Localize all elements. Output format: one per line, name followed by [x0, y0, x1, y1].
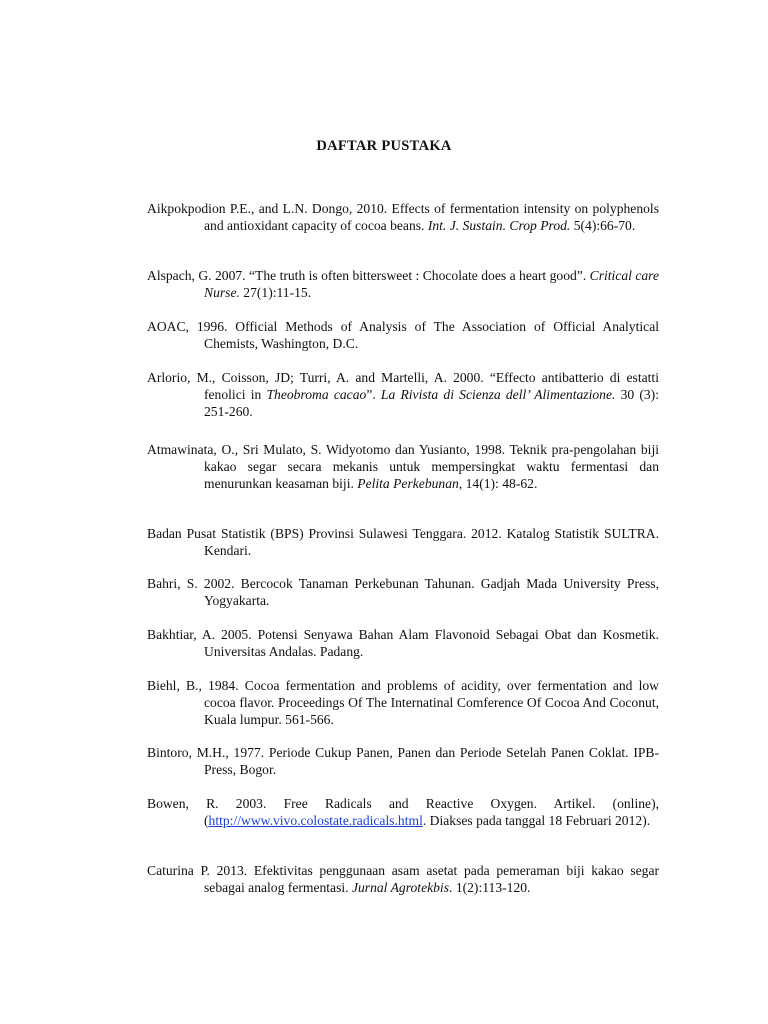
- reference-entry-alspach: [147, 267, 659, 301]
- reference-text: Biehl, B., 1984. Cocoa fermentation and problems of acidity, over fermentation and low cocoa flavor. Proceedings Of The Internatinal Comference Of Cocoa And Coconut, Kuala lumpur. 561-566.: [147, 678, 659, 727]
- reference-text: ”.: [366, 387, 381, 402]
- reference-url-link[interactable]: http://www.vivo.colostate.radicals.html: [208, 813, 423, 828]
- reference-journal: Int. J. Sustain. Crop Prod.: [427, 218, 571, 233]
- reference-text: 5(4):66-70.: [570, 218, 636, 233]
- reference-text: . 1(2):113-120.: [449, 880, 531, 895]
- reference-text: 30 (3): 251-260.: [204, 387, 659, 419]
- reference-text: Atmawinata, O., Sri Mulato, S. Widyotomo dan Yusianto, 1998. Teknik pra-pengolahan biji kakao segar secara mekanis untuk mempersingkat waktu fermentasi dan menurunkan keasaman biji.: [147, 442, 659, 491]
- reference-text: , 14(1): 48-62.: [458, 476, 538, 491]
- reference-text: Bahri, S. 2002. Bercocok Tanaman Perkebunan Tahunan. Gadjah Mada University Press, Yogyakarta.: [147, 576, 659, 608]
- reference-entry-bakhtiar: [147, 626, 659, 660]
- reference-journal: Critical care Nurse.: [204, 268, 659, 300]
- reference-species: Theobroma cacao: [266, 387, 367, 402]
- reference-entry-bps: [147, 525, 659, 559]
- reference-text: Bowen, R. 2003. Free Radicals and Reactive Oxygen. Artikel. (online), (: [147, 796, 659, 828]
- reference-text: Caturina P. 2013. Efektivitas penggunaan asam asetat pada pemeraman biji kakao segar sebagai analog fermentasi.: [147, 863, 659, 895]
- reference-text: Aikpokpodion P.E., and L.N. Dongo, 2010. Effects of fermentation intensity on polyphenols and antioxidant capacity of cocoa beans.: [147, 201, 659, 233]
- reference-text: Alspach, G. 2007. “The truth is often bittersweet : Chocolate does a heart good”.: [147, 268, 590, 283]
- reference-text: Badan Pusat Statistik (BPS) Provinsi Sulawesi Tenggara. 2012. Katalog Statistik SULTRA. Kendari.: [147, 526, 659, 558]
- reference-entry-bintoro: [147, 744, 659, 778]
- reference-text: Arlorio, M., Coisson, JD; Turri, A. and Martelli, A. 2000. “Effecto antibatterio di estatti fenolici in: [147, 370, 659, 402]
- reference-entry-bahri: [147, 575, 659, 609]
- reference-entry-arlorio: [147, 369, 659, 420]
- reference-text: . Diakses pada tanggal 18 Februari 2012).: [422, 813, 651, 828]
- reference-entry-biehl: [147, 677, 659, 728]
- reference-entry-aoac: [147, 318, 659, 352]
- reference-journal: Jurnal Agrotekbis: [351, 880, 450, 895]
- reference-text: Bakhtiar, A. 2005. Potensi Senyawa Bahan Alam Flavonoid Sebagai Obat dan Kosmetik. Universitas Andalas. Padang.: [147, 627, 659, 659]
- page-title: DAFTAR PUSTAKA: [316, 138, 452, 154]
- reference-journal: Pelita Perkebunan: [357, 476, 459, 491]
- reference-entry-atmawinata: [147, 441, 659, 492]
- reference-entry-aikpokpodion: [147, 200, 659, 234]
- reference-text: 27(1):11-15.: [239, 285, 312, 300]
- reference-entry-bowen: [147, 795, 659, 829]
- reference-text: Bintoro, M.H., 1977. Periode Cukup Panen, Panen dan Periode Setelah Panen Coklat. IPB-Press, Bogor.: [147, 745, 659, 777]
- reference-text: AOAC, 1996. Official Methods of Analysis of The Association of Official Analytical Chemists, Washington, D.C.: [147, 319, 659, 351]
- reference-journal: La Rivista di Scienza dell’ Alimentazione.: [380, 387, 616, 402]
- reference-entry-caturina: [147, 862, 659, 896]
